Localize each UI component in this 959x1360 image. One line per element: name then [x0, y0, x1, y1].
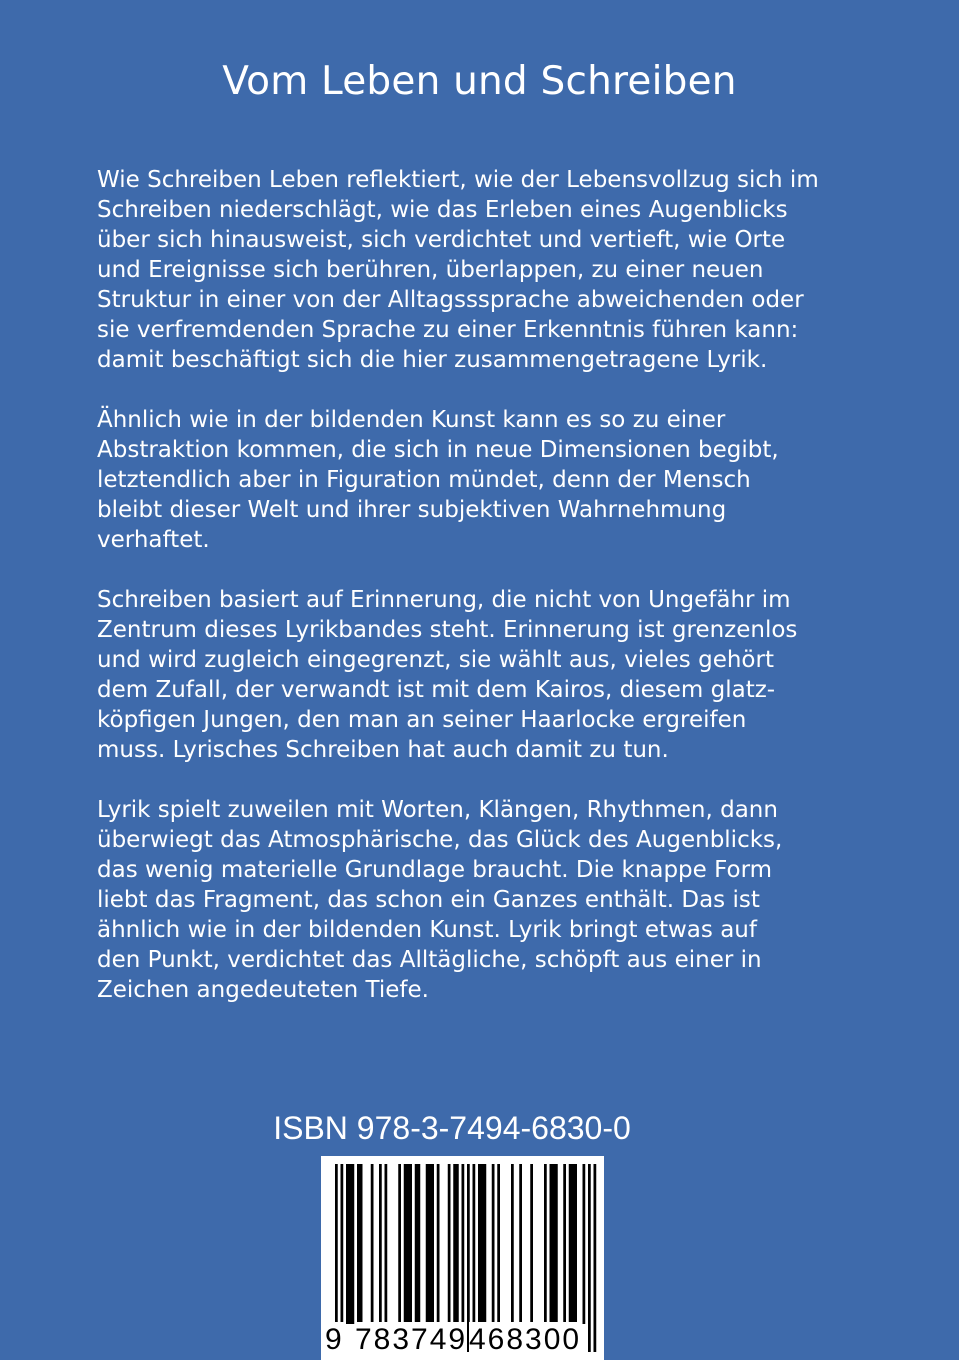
barcode-bar: [404, 1164, 412, 1324]
text-line: sie verfremdenden Sprache zu einer Erkenntnis führen kann:: [97, 317, 799, 343]
text-line: bleibt dieser Welt und ihrer subjektiven Wahrnehmung: [97, 497, 727, 523]
barcode-bar: [426, 1164, 434, 1324]
text-line: und Ereignisse sich berühren, überlappen, zu einer neuen: [97, 257, 764, 283]
text-line: damit beschäftigt sich die hier zusammengetragene Lyrik.: [97, 347, 768, 373]
text-line: Zeichen angedeuteten Tiefe.: [97, 977, 429, 1003]
text-line: köpfigen Jungen, den man an seiner Haarlocke ergreifen: [97, 707, 747, 733]
barcode-bar: [583, 1164, 586, 1324]
isbn-label: ISBN 978-3-7494-6830-0: [273, 1110, 631, 1146]
barcode-bar: [453, 1164, 459, 1324]
barcode-bar: [478, 1164, 486, 1324]
barcode-bar: [550, 1164, 558, 1324]
barcode-digits: [321, 1322, 604, 1358]
text-line: letztendlich aber in Figuration mündet, denn der Mensch: [97, 467, 751, 493]
barcode-bar: [357, 1164, 363, 1324]
blurb-text: [97, 165, 857, 1035]
barcode-left-group: 783749: [355, 1323, 468, 1356]
barcode-bar: [530, 1164, 533, 1324]
text-line: Abstraktion kommen, die sich in neue Dimensionen begibt,: [97, 437, 779, 463]
text-line: Zentrum dieses Lyrikbandes steht. Erinnerung ist grenzenlos: [97, 617, 798, 643]
text-line: über sich hinausweist, sich verdichtet und vertieft, wie Orte: [97, 227, 786, 253]
barcode-bar: [473, 1164, 476, 1324]
text-line: überwiegt das Atmosphärische, das Glück des Augenblicks,: [97, 827, 783, 853]
text-line: und wird zugleich eingegrenzt, sie wählt aus, vieles gehört: [97, 647, 774, 673]
barcode-bar: [569, 1164, 577, 1324]
barcode-bar: [497, 1164, 500, 1324]
barcode-bar: [563, 1164, 566, 1324]
barcode: [321, 1156, 604, 1360]
text-line: Lyrik spielt zuweilen mit Worten, Klängen, Rhythmen, dann: [97, 797, 778, 823]
blurb-paragraph-4: [97, 795, 857, 1005]
text-line: ähnlich wie in der bildenden Kunst. Lyrik bringt etwas auf: [97, 917, 757, 943]
barcode-leading-digit: 9: [325, 1323, 344, 1356]
barcode-bar: [346, 1164, 354, 1324]
barcode-bar: [544, 1164, 547, 1324]
text-line: Schreiben basiert auf Erinnerung, die nicht von Ungefähr im: [97, 587, 791, 613]
book-title: Vom Leben und Schreiben: [222, 59, 737, 104]
text-line: liebt das Fragment, das schon ein Ganzes enthält. Das ist: [97, 887, 760, 913]
blurb-paragraph-1: [97, 165, 857, 375]
text-line: dem Zufall, der verwandt ist mit dem Kairos, diesem glatz-: [97, 677, 776, 703]
barcode-bar: [437, 1164, 440, 1324]
barcode-bar: [492, 1164, 495, 1324]
barcode-bar: [415, 1164, 421, 1324]
barcode-bar: [511, 1164, 514, 1324]
blurb-paragraph-2: [97, 405, 857, 555]
barcode-bar: [371, 1164, 374, 1324]
text-line: muss. Lyrisches Schreiben hat auch damit zu tun.: [97, 737, 669, 763]
barcode-right-group: 468300: [469, 1323, 582, 1356]
barcode-bar: [379, 1164, 382, 1324]
text-line: Wie Schreiben Leben reflektiert, wie der Lebensvollzug sich im: [97, 167, 819, 193]
barcode-bar: [398, 1164, 401, 1324]
text-line: Schreiben niederschlägt, wie das Erleben eines Augenblicks: [97, 197, 788, 223]
text-line: Ähnlich wie in der bildenden Kunst kann es so zu einer: [97, 407, 726, 433]
barcode-bar: [519, 1164, 522, 1324]
barcode-bar: [448, 1164, 451, 1324]
text-line: das wenig materielle Grundlage braucht. Die knappe Form: [97, 857, 773, 883]
blurb-paragraph-3: [97, 585, 857, 765]
text-line: Struktur in einer von der Alltagsssprache abweichenden oder: [97, 287, 804, 313]
barcode-bar: [385, 1164, 388, 1324]
text-line: den Punkt, verdichtet das Alltägliche, schöpft aus einer in: [97, 947, 762, 973]
text-line: verhaftet.: [97, 527, 210, 553]
